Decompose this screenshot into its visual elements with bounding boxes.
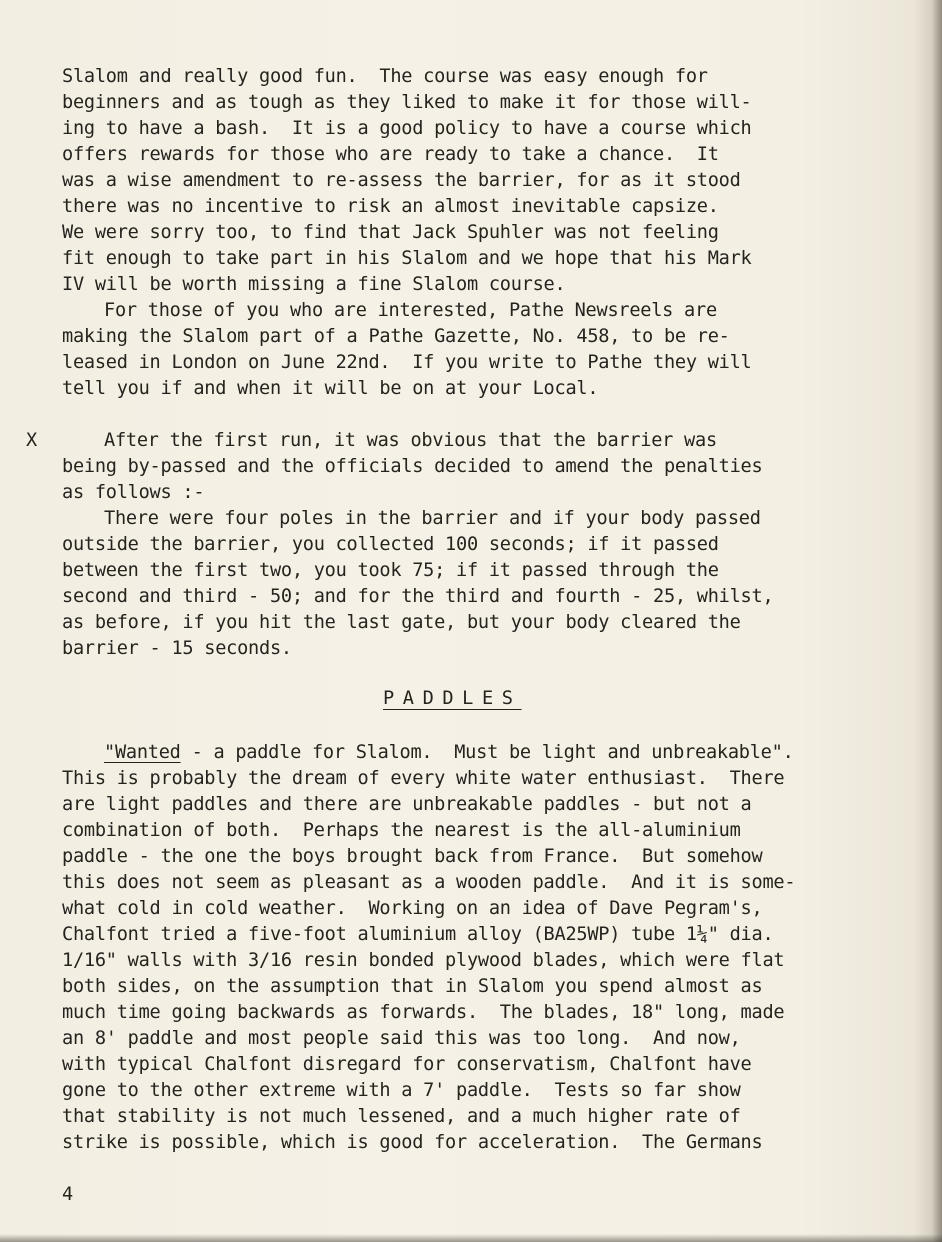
barrier-paragraphs	[62, 428, 932, 662]
page-number: 4	[62, 1184, 74, 1205]
page-bottom-shadow	[0, 1234, 942, 1242]
text-line: offers rewards for those who are ready to take a chance. It	[62, 144, 719, 165]
text-fragment: - a paddle for Slalom. Must be light and unbreakable".	[180, 742, 794, 763]
text-line: This is probably the dream of every white water enthusiast. There	[62, 768, 785, 789]
text-line: combination of both. Perhaps the nearest is the all-aluminium	[62, 820, 741, 841]
text-line: paddle - the one the boys brought back from France. But somehow	[62, 846, 763, 867]
text-line: gone to the other extreme with a 7' paddle. Tests so far show	[62, 1080, 741, 1101]
text-line: barrier - 15 seconds.	[62, 638, 292, 659]
text-line: tell you if and when it will be on at your Local.	[62, 378, 599, 399]
text-line: between the first two, you took 75; if it passed through the	[62, 560, 719, 581]
text-line: There were four poles in the barrier and if your body passed	[104, 508, 761, 529]
text-line: both sides, on the assumption that in Slalom you spend almost as	[62, 976, 763, 997]
text-line: as before, if you hit the last gate, but your body cleared the	[62, 612, 741, 633]
text-line: For those of you who are interested, Pathe Newsreels are	[104, 300, 717, 321]
text-line: much time going backwards as forwards. The blades, 18" long, made	[62, 1002, 785, 1023]
text-line: that stability is not much lessened, and a much higher rate of	[62, 1106, 741, 1127]
section-heading-paddles: PADDLES	[383, 688, 522, 709]
text-line: this does not seem as pleasant as a wooden paddle. And it is some-	[62, 872, 796, 893]
underlined-wanted: "Wanted	[104, 742, 181, 763]
text-line: second and third - 50; and for the third and fourth - 25, whilst,	[62, 586, 774, 607]
text-line: with typical Chalfont disregard for conservatism, Chalfont have	[62, 1054, 752, 1075]
text-line: was a wise amendment to re-assess the barrier, for as it stood	[62, 170, 741, 191]
text-line: there was no incentive to risk an almost inevitable capsize.	[62, 196, 719, 217]
page-edge-shadow	[932, 0, 942, 1242]
text-line: beginners and as tough as they liked to make it for those will-	[62, 92, 752, 113]
text-line: Chalfont tried a five-foot aluminium alloy (BA25WP) tube 1¼" dia.	[62, 924, 774, 945]
text-line: what cold in cold weather. Working on an idea of Dave Pegram's,	[62, 898, 763, 919]
text-line: 1/16" walls with 3/16 resin bonded plywood blades, which were flat	[62, 950, 785, 971]
text-line	[62, 740, 932, 766]
text-line: an 8' paddle and most people said this was too long. And now,	[62, 1028, 741, 1049]
text-line: outside the barrier, you collected 100 seconds; if it passed	[62, 534, 719, 555]
text-line: After the first run, it was obvious that the barrier was	[104, 430, 717, 451]
text-line: leased in London on June 22nd. If you write to Pathe they will	[62, 352, 752, 373]
text-line: are light paddles and there are unbreakable paddles - but not a	[62, 794, 752, 815]
text-line: as follows :-	[62, 482, 205, 503]
text-line: Slalom and really good fun. The course was easy enough for	[62, 66, 708, 87]
text-line: making the Slalom part of a Pathe Gazette, No. 458, to be re-	[62, 326, 730, 347]
text-line: being by-passed and the officials decided to amend the penalties	[62, 456, 763, 477]
text-line: ing to have a bash. It is a good policy to have a course which	[62, 118, 752, 139]
text-line: fit enough to take part in his Slalom and we hope that his Mark	[62, 248, 752, 269]
text-line: We were sorry too, to find that Jack Spuhler was not feeling	[62, 222, 719, 243]
text-line: IV will be worth missing a fine Slalom course.	[62, 274, 566, 295]
margin-mark: X	[26, 430, 38, 451]
text-line: strike is possible, which is good for acceleration. The Germans	[62, 1132, 763, 1153]
paddles-paragraphs	[62, 740, 932, 1156]
slalom-paragraphs	[62, 64, 932, 402]
